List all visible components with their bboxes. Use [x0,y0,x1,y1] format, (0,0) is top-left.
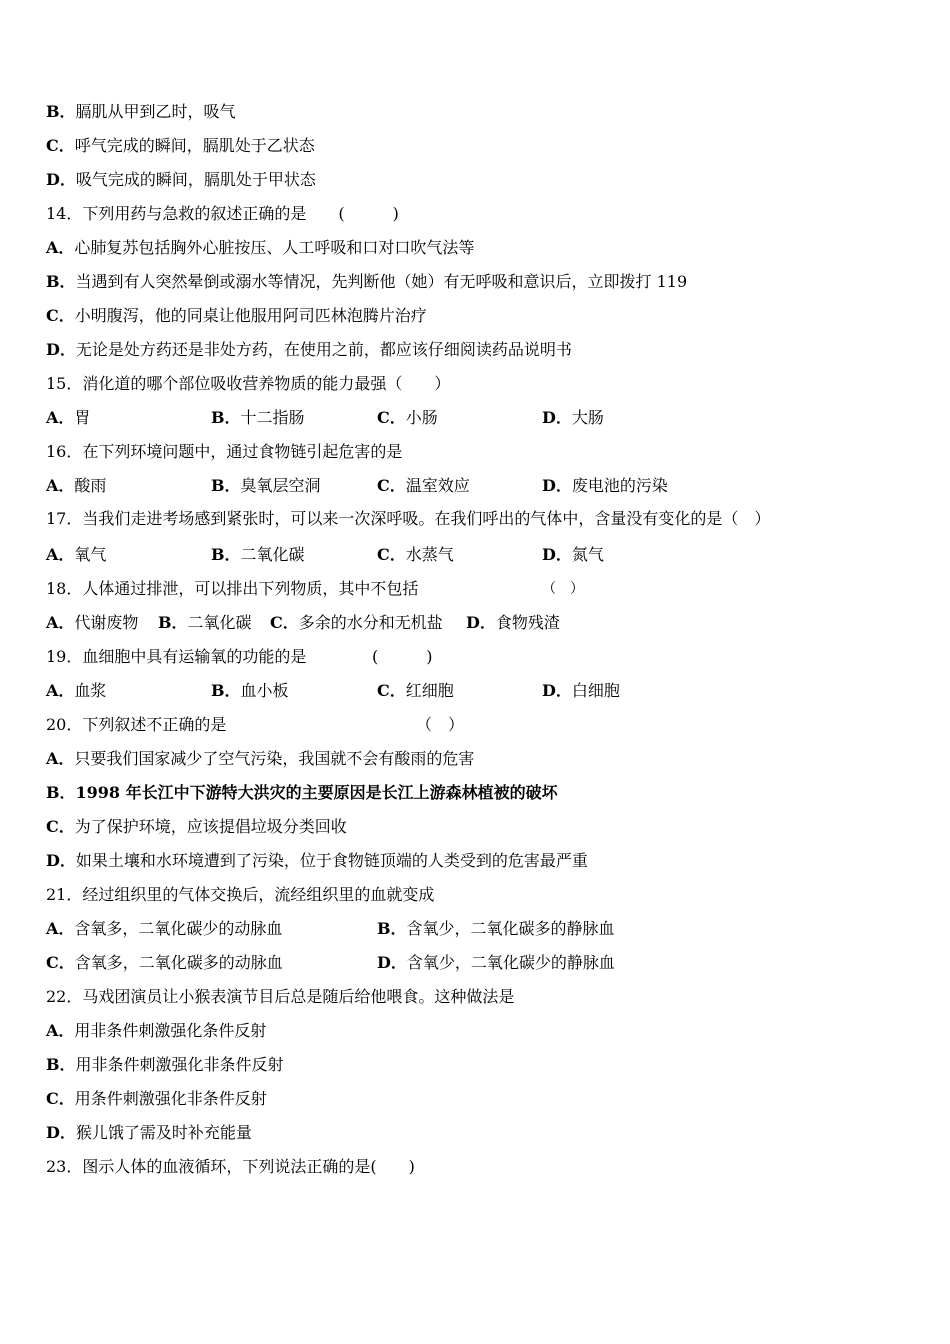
option-letter: D． [377,953,407,972]
option-text: 代谢废物 [74,613,139,632]
q20-stem: 20．下列叙述不正确的是 [46,715,227,734]
q17-stem: 17．当我们走进考场感到紧张时，可以来一次深呼吸。在我们呼出的气体中，含量没有变化的是（ ） [46,509,771,528]
option-letter: C． [377,545,406,564]
q20-answer-paren: （ ） [416,715,465,734]
q14-option-b [46,271,687,293]
option-letter: B． [46,272,76,291]
option-letter: C． [46,136,75,155]
q17-option-b [211,544,305,566]
option-letter: C． [46,306,75,325]
option-text: 用非条件刺激强化非条件反射 [75,1055,284,1074]
option-text: 多余的水分和无机盐 [298,613,443,632]
option-letter: C． [46,1089,75,1108]
q16-option-c [377,475,470,497]
q21-option-c [46,952,283,974]
q19-option-d [542,680,620,702]
option-text: 膈肌从甲到乙时，吸气 [75,102,236,121]
q13-option-b [46,101,236,123]
option-text: 食物残渣 [495,613,560,632]
q14-option-a [46,237,474,259]
option-letter: A． [46,919,75,938]
option-letter: A． [46,476,75,495]
option-text: 酸雨 [74,476,107,495]
option-text: 红细胞 [405,681,454,700]
option-letter: D． [466,613,496,632]
option-letter: D． [46,340,76,359]
option-letter: D． [542,408,572,427]
q19-option-a [46,680,106,702]
option-letter: B． [211,681,241,700]
option-text: 小明腹泻，他的同桌让他服用阿司匹林泡腾片治疗 [74,306,427,325]
q16-stem: 16．在下列环境问题中，通过食物链引起危害的是 [46,442,403,461]
option-letter: A． [46,1021,75,1040]
q15-option-c [377,407,438,429]
option-text: 含氧多，二氧化碳多的动脉血 [74,953,283,972]
q21-option-d [377,952,615,974]
option-letter: D． [46,851,76,870]
option-letter: C． [377,476,406,495]
option-text: 含氧少，二氧化碳少的静脉血 [406,953,615,972]
option-text: 猴儿饿了需及时补充能量 [75,1123,252,1142]
q19-option-b [211,680,289,702]
q17-option-a [46,544,106,566]
option-letter: C． [377,681,406,700]
option-letter: D． [542,476,572,495]
q20-option-d [46,850,588,872]
option-text: 心肺复苏包括胸外心脏按压、人工呼吸和口对口吹气法等 [74,238,475,257]
q22-option-d [46,1122,252,1144]
option-letter: D． [46,170,76,189]
option-text: 含氧多，二氧化碳少的动脉血 [74,919,283,938]
option-text: 十二指肠 [240,408,305,427]
q20-option-b [46,782,558,804]
q15-option-b [211,407,305,429]
option-letter: A． [46,681,75,700]
option-letter: A． [46,545,75,564]
option-letter: B． [377,919,407,938]
option-letter: B． [211,476,241,495]
q19-stem: 19．血细胞中具有运输氧的功能的是 [46,647,307,666]
option-letter: A． [46,408,75,427]
q20-option-a [46,748,474,770]
q17-option-d [542,544,604,566]
q17-option-c [377,544,454,566]
option-letter: D． [542,681,572,700]
q20-option-c [46,816,347,838]
option-text: 水蒸气 [405,545,454,564]
option-letter: B． [158,613,188,632]
option-text: 当遇到有人突然晕倒或溺水等情况，先判断他（她）有无呼吸和意识后，立即拨打 119 [75,272,688,291]
q14-option-c [46,305,427,327]
option-letter: D． [46,1123,76,1142]
option-letter: A． [46,749,75,768]
option-letter: B． [211,408,241,427]
q18-answer-paren: （ ） [542,581,584,597]
option-text: 为了保护环境，应该提倡垃圾分类回收 [74,817,347,836]
option-text: 氧气 [74,545,107,564]
q18-option-d [466,612,560,634]
q18-option-b [158,612,252,634]
q16-option-b [211,475,321,497]
option-text: 二氧化碳 [187,613,252,632]
q13-option-c [46,135,315,157]
q19-option-c [377,680,454,702]
option-text: 1998 年长江中下游特大洪灾的主要原因是长江上游森林植被的破坏 [75,783,558,802]
q21-option-b [377,918,615,940]
q22-stem: 22．马戏团演员让小猴表演节目后总是随后给他喂食。这种做法是 [46,987,515,1006]
option-text: 氮气 [571,545,604,564]
option-letter: D． [542,545,572,564]
option-text: 用条件刺激强化非条件反射 [74,1089,267,1108]
option-letter: A． [46,613,75,632]
option-letter: C． [270,613,299,632]
option-text: 废电池的污染 [571,476,668,495]
option-letter: C． [46,953,75,972]
q16-option-a [46,475,106,497]
q18-option-c [270,612,443,634]
q21-option-a [46,918,282,940]
option-text: 血浆 [74,681,107,700]
option-letter: B． [46,783,76,802]
option-text: 臭氧层空洞 [240,476,321,495]
q14-option-d [46,339,572,361]
option-text: 胃 [74,408,91,427]
option-text: 血小板 [240,681,289,700]
option-text: 温室效应 [405,476,470,495]
option-letter: B． [46,102,76,121]
option-text: 只要我们国家减少了空气污染，我国就不会有酸雨的危害 [74,749,475,768]
option-letter: C． [46,817,75,836]
option-text: 呼气完成的瞬间，膈肌处于乙状态 [74,136,315,155]
q15-option-a [46,407,90,429]
option-text: 二氧化碳 [240,545,305,564]
option-text: 小肠 [405,408,438,427]
option-letter: A． [46,238,75,257]
q15-stem: 15．消化道的哪个部位吸收营养物质的能力最强（ ） [46,374,451,393]
option-letter: B． [46,1055,76,1074]
q14-stem: 14．下列用药与急救的叙述正确的是 ( ) [46,204,399,223]
q22-option-c [46,1088,267,1110]
option-text: 用非条件刺激强化条件反射 [74,1021,267,1040]
q15-option-d [542,407,604,429]
q23-stem: 23．图示人体的血液循环，下列说法正确的是( ) [46,1157,415,1176]
option-text: 含氧少，二氧化碳多的静脉血 [406,919,615,938]
q18-stem: 18．人体通过排泄，可以排出下列物质，其中不包括 [46,579,419,598]
option-text: 如果土壤和水环境遭到了污染，位于食物链顶端的人类受到的危害最严重 [75,851,588,870]
q18-option-a [46,612,138,634]
option-text: 吸气完成的瞬间，膈肌处于甲状态 [75,170,316,189]
q22-option-b [46,1054,284,1076]
option-text: 白细胞 [571,681,620,700]
option-text: 无论是处方药还是非处方药，在使用之前，都应该仔细阅读药品说明书 [75,340,572,359]
q19-answer-paren: ( ) [372,647,433,666]
q13-option-d [46,169,316,191]
q16-option-d [542,475,668,497]
q21-stem: 21．经过组织里的气体交换后，流经组织里的血就变成 [46,885,435,904]
option-letter: B． [211,545,241,564]
option-letter: C． [377,408,406,427]
option-text: 大肠 [571,408,604,427]
q22-option-a [46,1020,266,1042]
